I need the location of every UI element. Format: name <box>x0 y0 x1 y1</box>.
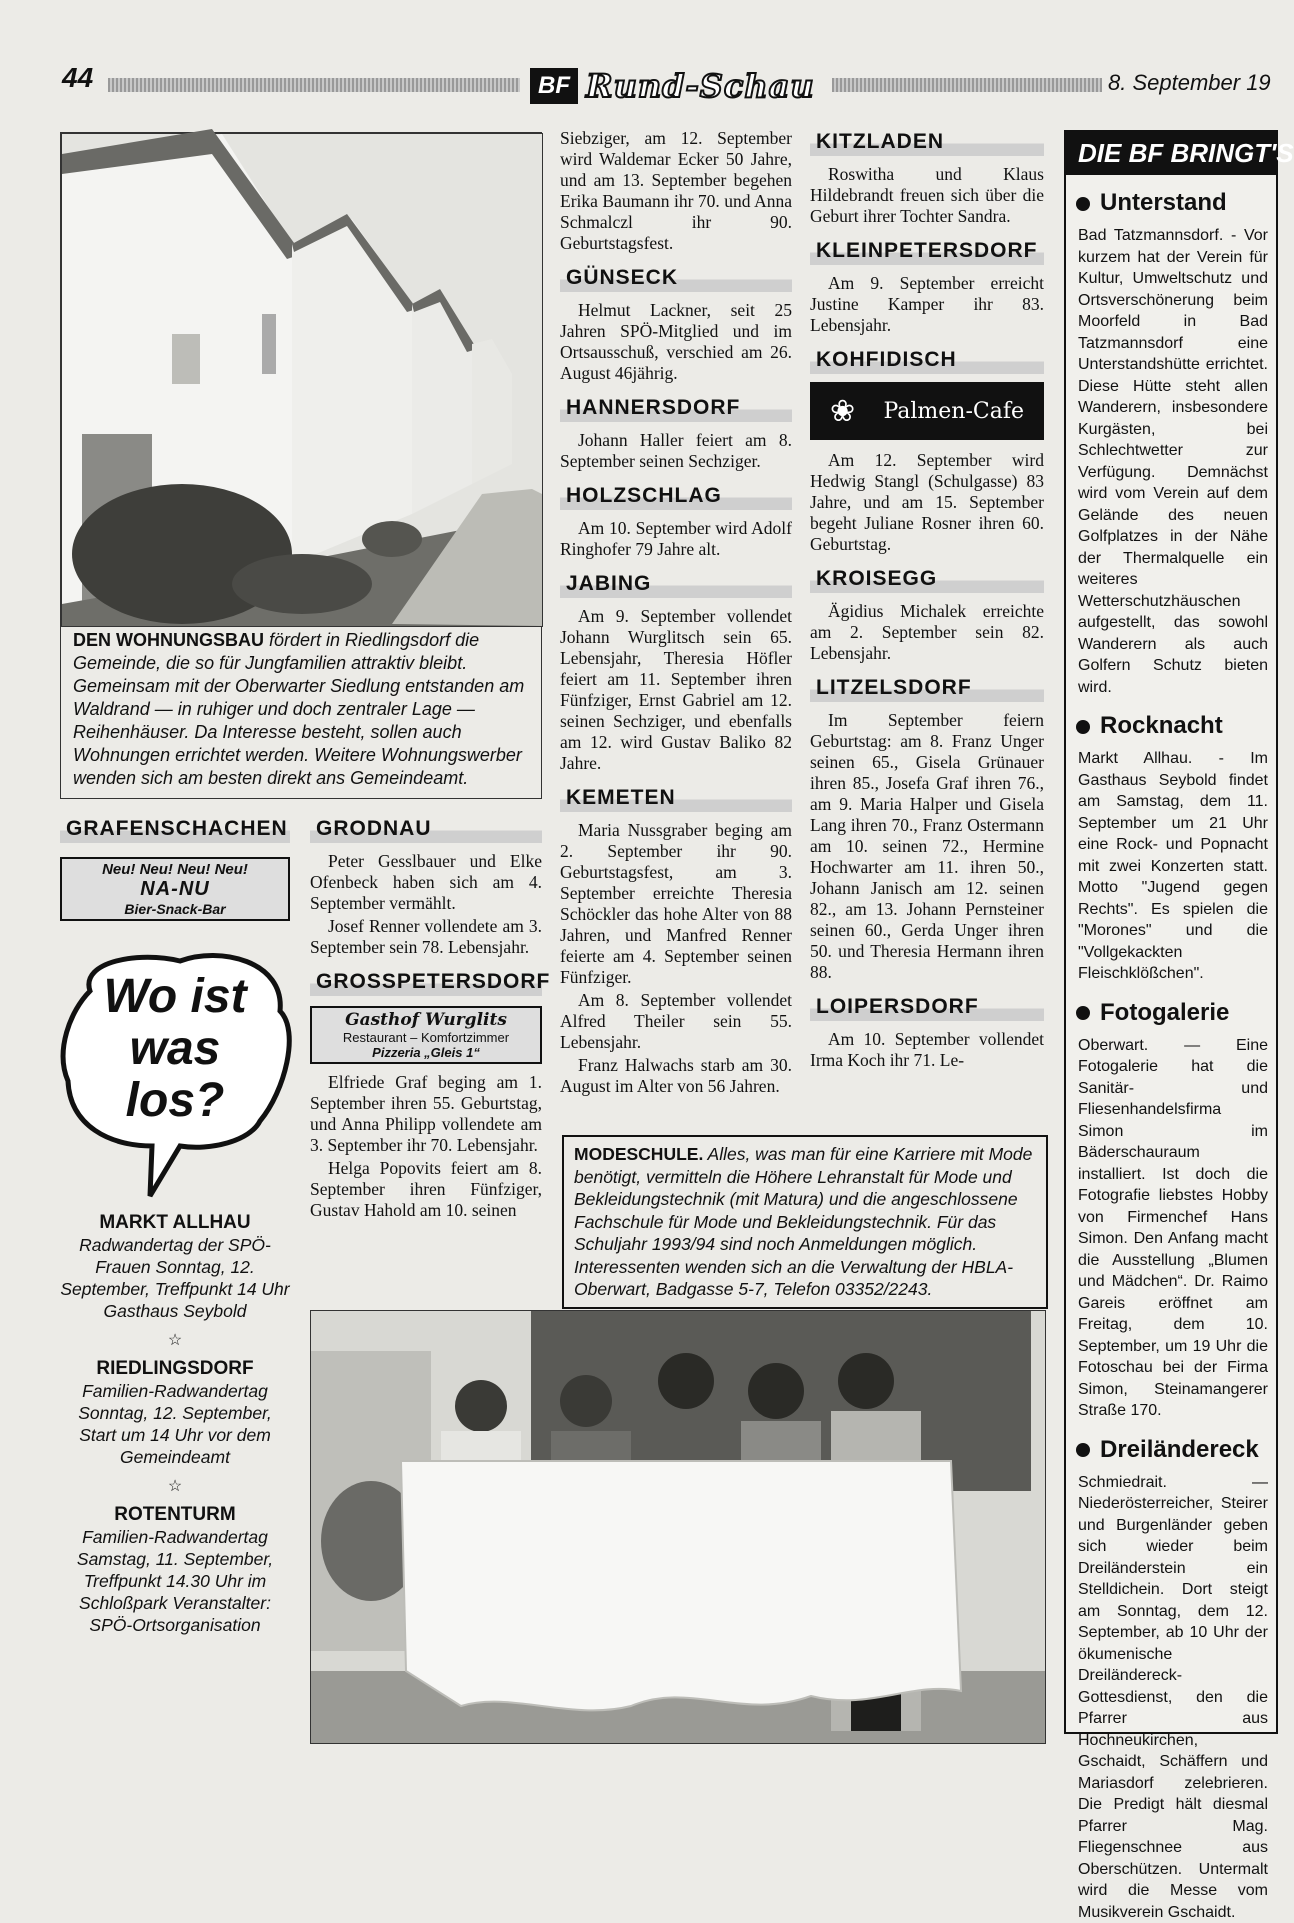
section-title-kleinpetersdorf: KLEINPETERSDORF <box>810 237 1044 265</box>
kemeten-p2: Am 8. September vollendet Alfred Theiler sein 55. Lebensjahr. <box>560 990 792 1053</box>
section-title-kitzladen: KITZLADEN <box>810 128 1044 156</box>
sidebar-item-title <box>1076 1436 1276 1464</box>
sidebar-item-title-text: Rocknacht <box>1100 712 1223 739</box>
sidebar-item-title <box>1076 189 1276 217</box>
grodnau-p1: Peter Gesslbauer und Elke Ofenbeck haben sich am 4. September vermählt. <box>310 851 542 914</box>
section-title-grosspetersdorf: GROSSPETERSDORF <box>310 968 542 996</box>
kleinpeters-p: Am 9. September erreicht Justine Kamper ihr 83. Lebensjahr. <box>810 273 1044 336</box>
modeschule-text <box>574 1143 1036 1301</box>
section-title-jabing: JABING <box>560 570 792 598</box>
section-title-grafenschachen: GRAFENSCHACHEN <box>60 815 290 843</box>
nanu-ad-line3: Bier-Snack-Bar <box>62 901 288 917</box>
header-rule-left <box>108 78 520 92</box>
sidebar-banner: DIE BF BRINGT'S <box>1066 132 1276 175</box>
bullet-icon <box>1076 1006 1090 1020</box>
section-title-kroisegg: KROISEGG <box>810 565 1044 593</box>
modeschule-box <box>562 1135 1048 1309</box>
bullet-icon <box>1076 1443 1090 1457</box>
column-3 <box>560 128 792 1099</box>
palmen-cafe-label: Palmen-Cafe <box>883 401 1024 422</box>
bullet-icon <box>1076 197 1090 211</box>
issue-date: 8. September 19 <box>1108 70 1271 96</box>
sidebar-item-title <box>1076 999 1276 1027</box>
section-title-guenseck: GÜNSECK <box>560 264 792 292</box>
loipersdorf-p: Am 10. September vollendet Irma Koch ihr 71. Le- <box>810 1029 1044 1071</box>
left-column <box>60 815 290 1636</box>
holzschlag-p: Am 10. September wird Adolf Ringhofer 79 Jahre alt. <box>560 518 792 560</box>
event-rotenturm <box>60 1504 290 1636</box>
sidebar-item-title-text: Unterstand <box>1100 189 1227 216</box>
kitzladen-p: Roswitha und Klaus Hildebrandt freuen sich über die Geburt ihrer Tochter Sandra. <box>810 164 1044 227</box>
sidebar-item-text: Schmiedrait. — Niederösterreicher, Steirer und Burgenländer geben sich wieder beim Dreiländerstein ein Stelldichein. Dort steigt am Sonntag, dem 12. September, ab 10 Uhr der ökumenische Dreiländereck-Gottesdienst, den die Pfarrer aus Hochneukirchen, Gschaidt, Schäffern und Mariasdorf zelebrieren. Die Predigt hält diesmal Pfarrer Mag. Fliegenschnee aus Oberschützen. Untermalt wird die Messe vom Musikverein Gschaidt. <box>1078 1472 1268 1923</box>
modeschule-body: Alles, was man für eine Karriere mit Mode benötigt, vermitteln die Höhere Lehranstalt für Mode und Bekleidungstechnik (mit Matura) und die angeschlossene Fachschule für Mode und Bekleidungstechnik. Für das Schuljahr 1993/94 sind noch Anmeldungen möglich. Interessenten wenden sich an die Verwaltung der HBLA-Oberwart, Badgasse 5-7, Telefon 03352/2243. <box>574 1144 1032 1299</box>
section-title-holzschlag: HOLZSCHLAG <box>560 482 792 510</box>
sidebar-item-text: Oberwart. — Eine Fotogalerie hat die Sanitär- und Fliesenhandelsfirma Simon im Bäderschauraum installiert. Ist doch die Fotografie liebstes Hobby von Firmenchef Hans Simon. Den Anfang macht die Ausstellung „Blumen und Mädchen“. Dr. Raimo Gareis eröffnet am Freitag, dem 10. September, um 19 Uhr die Fotoschau bei der Firma Simon, Steinamangerer Straße 170. <box>1078 1035 1268 1422</box>
gross-p2: Helga Popovits feiert am 8. September ihren Fünfziger, Gustav Hahold am 10. seinen <box>310 1158 542 1221</box>
event-markt-allhau <box>60 1212 290 1322</box>
housing-caption <box>73 629 531 790</box>
jabing-p: Am 9. September vollendet Johann Wurglitsch sein 65. Lebensjahr, Theresia Höfler feiert am 11. September ihren Fünfziger, Ernst Gabriel am 12. seinen Sechziger, und ebenfalls am 12. wird Gustav Baliko 82 Jahre. <box>560 606 792 774</box>
star-divider: ☆ <box>60 1476 290 1496</box>
grodnau-p2: Josef Renner vollendete am 3. September sein 78. Lebensjahr. <box>310 916 542 958</box>
event-text: Radwandertag der SPÖ-Frauen Sonntag, 12. September, Treffpunkt 14 Uhr Gasthaus Seybold <box>60 1234 290 1322</box>
nanu-ad-line1: Neu! Neu! Neu! Neu! <box>62 861 288 878</box>
kemeten-p1: Maria Nussgraber beging am 2. September ihr 90. Geburtstagsfest, am 3. September erreichte Theresia Schöckler das hohe Alter von 88 Jahren, und Manfred Renner feierte am 4. September seinen Fünfziger. <box>560 820 792 988</box>
rundschau-logo: Rund-Schau <box>586 67 815 105</box>
nanu-ad <box>60 857 290 921</box>
nanu-ad-line2: NA-NU <box>62 878 288 901</box>
section-title-kemeten: KEMETEN <box>560 784 792 812</box>
section-title-loipersdorf: LOIPERSDORF <box>810 993 1044 1021</box>
palmen-cafe-ad <box>810 382 1044 440</box>
gross-p1: Elfriede Graf beging am 1. September ihren 55. Geburtstag, und Anna Philipp vollendete am 3. September ihr 70. Lebensjahr. <box>310 1072 542 1156</box>
column-4 <box>810 128 1044 1073</box>
sidebar-item-title-text: Dreiländereck <box>1100 1436 1259 1463</box>
modeschule-photo <box>310 1310 1046 1744</box>
sidebar-item-text: Markt Allhau. - Im Gasthaus Seybold findet am Samstag, dem 11. September um 21 Uhr eine Rock- und Popnacht mit zwei Konzerten statt. Motto "Jugend gegen Rechts". Es spielen die "Morones" und die "Vollgekackten Fleischklößchen". <box>1078 748 1268 985</box>
caption-text: fördert in Riedlingsdorf die Gemeinde, die so für Jungfamilien attraktiv bleibt. Gemeinsam mit der Oberwarter Siedlung entstanden am Waldrand — in ruhiger und doch zentraler Lage — Reihenhäuser. Da Interesse besteht, sollen auch Wohnungen errichtet werden. Weitere Wohnungswerber wenden sich am besten direkt ans Gemeindeamt. <box>73 630 524 788</box>
kroisegg-p: Ägidius Michalek erreichte am 2. September sein 82. Lebensjahr. <box>810 601 1044 664</box>
bf-logo: BF <box>530 68 578 104</box>
section-title-grodnau: GRODNAU <box>310 815 542 843</box>
column-2 <box>310 815 542 1223</box>
housing-photo-box <box>60 132 542 799</box>
students-with-fabric-illustration <box>311 1311 1045 1743</box>
litzelsdorf-p: Im September feiern Geburtstag: am 8. Franz Unger seinen 65., Gisela Grünauer ihren 85., Josefa Graf ihren 76., am 9. Maria Halper und Gisela Lang ihren 70., Franz Ostermann am 10. seinen 72., Hermine Hochwarter am 11. ihren 50., Johann Janisch am 12. seinen 82., am 13. Johann Pernsteiner seinen 60., Gerda Unger ihren 50. und Theresia Hermann ihren 88. <box>810 710 1044 983</box>
hannersdorf-p: Johann Haller feiert am 8. September seinen Sechziger. <box>560 430 792 472</box>
speech-bubble-text: Wo ist was los? <box>80 971 270 1127</box>
speech-bubble <box>60 951 290 1206</box>
gasthof-ad-line1: Gasthof Wurglits <box>312 1010 540 1030</box>
gasthof-ad <box>310 1006 542 1064</box>
right-sidebar <box>1064 130 1278 1734</box>
event-place: ROTENTURM <box>60 1504 290 1526</box>
page-number: 44 <box>62 62 93 94</box>
housing-photo <box>61 133 543 627</box>
palm-tree-icon: ❀ <box>830 401 855 422</box>
header-rule-right <box>832 78 1102 92</box>
star-divider: ☆ <box>60 1330 290 1350</box>
bullet-icon <box>1076 720 1090 734</box>
guenseck-p: Helmut Lackner, seit 25 Jahren SPÖ-Mitglied und im Ortsausschuß, verschied am 26. August 46jährig. <box>560 300 792 384</box>
event-place: RIEDLINGSDORF <box>60 1358 290 1380</box>
row-houses-illustration <box>62 134 542 626</box>
gasthof-ad-line2: Restaurant – Komfortzimmer <box>312 1030 540 1045</box>
event-text: Familien-Radwandertag Sonntag, 12. September, Start um 14 Uhr vor dem Gemeindeamt <box>60 1380 290 1468</box>
event-text: Familien-Radwandertag Samstag, 11. September, Treffpunkt 14.30 Uhr im Schloßpark Veranstalter: SPÖ-Ortsorganisation <box>60 1526 290 1636</box>
kohfidisch-p: Am 12. September wird Hedwig Stangl (Schulgasse) 83 Jahre, und am 15. September begeht Juliane Rosner ihren 60. Geburtstag. <box>810 450 1044 555</box>
event-place: MARKT ALLHAU <box>60 1212 290 1234</box>
sidebar-item-title-text: Fotogalerie <box>1100 999 1229 1026</box>
sidebar-item-text: Bad Tatzmannsdorf. - Vor kurzem hat der Verein für Kultur, Umweltschutz und Ortsverschönerung beim Moorfeld in Bad Tatzmannsdorf eine Unterstandshütte errichtet. Diese Hütte steht allen Wanderern, insbesondere Kurgästen, bei Schlechtwetter zur Verfügung. Demnächst wird vom Verein auf dem Gelände des neuen Golfplatzes in der Nähe der Thermalquelle ein weiteres Wetterschutzhäuschen aufgestellt, das sowohl Wanderern als auch Golfern Schutz bieten wird. <box>1078 225 1268 698</box>
gasthof-ad-line3: Pizzeria „Gleis 1“ <box>312 1045 540 1060</box>
section-title-litzelsdorf: LITZELSDORF <box>810 674 1044 702</box>
event-riedlingsdorf <box>60 1358 290 1468</box>
kemeten-p3: Franz Halwachs starb am 30. August im Alter von 56 Jahren. <box>560 1055 792 1097</box>
col3-intro: Siebziger, am 12. September wird Waldemar Ecker 50 Jahre, und am 13. September begehen Erika Baumann ihr 70. und Anna Schmalczl ihr 90. Geburtstagsfest. <box>560 128 792 254</box>
caption-lead: DEN WOHNUNGSBAU <box>73 630 264 650</box>
masthead-logo <box>530 64 830 108</box>
modeschule-lead: MODESCHULE. <box>574 1144 703 1164</box>
section-title-hannersdorf: HANNERSDORF <box>560 394 792 422</box>
section-title-kohfidisch: KOHFIDISCH <box>810 346 1044 374</box>
sidebar-item-title <box>1076 712 1276 740</box>
